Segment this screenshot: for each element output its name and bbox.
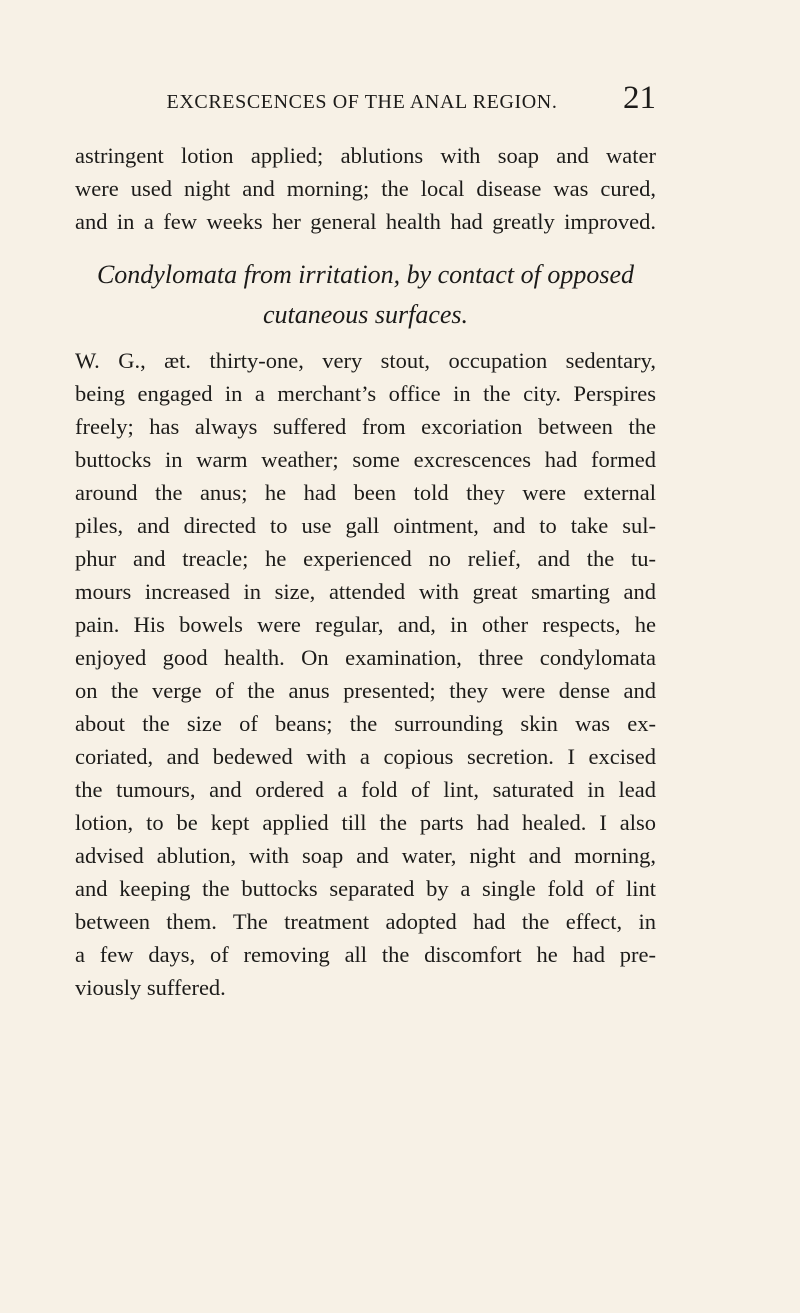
text-line: coriated, and bedewed with a copious secretion. I excised <box>75 744 656 769</box>
section-heading <box>75 255 656 335</box>
text-line: between them. The treatment adopted had the effect, in <box>75 909 656 934</box>
text-line: advised ablution, with soap and water, night and morning, <box>75 843 656 868</box>
text-line: and in a few weeks her general health had greatly improved. <box>75 209 656 234</box>
text-line: piles, and directed to use gall ointment, and to take sul- <box>75 513 656 538</box>
case-paragraph <box>75 344 656 1004</box>
heading-line: cutaneous surfaces. <box>262 300 469 329</box>
text-line: viously suffered. <box>75 975 226 1000</box>
running-head <box>68 80 656 124</box>
text-line: the tumours, and ordered a fold of lint, saturated in lead <box>75 777 656 802</box>
text-line: lotion, to be kept applied till the parts had healed. I also <box>75 810 656 835</box>
text-line: and keeping the buttocks separated by a single fold of lint <box>75 876 656 901</box>
text-line: on the verge of the anus presented; they were dense and <box>75 678 656 703</box>
text-line: freely; has always suffered from excoriation between the <box>75 414 656 439</box>
text-line: being engaged in a merchant’s office in the city. Perspires <box>75 381 656 406</box>
heading-line: Condylomata from irritation, by contact of opposed <box>96 260 635 289</box>
running-title: EXCRESCENCES OF THE ANAL REGION. <box>166 91 558 113</box>
text-line: were used night and morning; the local disease was cured, <box>75 176 656 201</box>
page-number: 21 <box>623 80 656 116</box>
text-line: about the size of beans; the surrounding skin was ex- <box>75 711 656 736</box>
paragraph-continued <box>75 139 656 238</box>
text-line: astringent lotion applied; ablutions with soap and water <box>75 143 656 168</box>
text-line: mours increased in size, attended with great smarting and <box>75 579 656 604</box>
text-line: enjoyed good health. On examination, three condylomata <box>75 645 656 670</box>
text-line: W. G., æt. thirty-one, very stout, occupation sedentary, <box>75 348 656 373</box>
text-line: a few days, of removing all the discomfort he had pre- <box>75 942 656 967</box>
text-line: phur and treacle; he experienced no relief, and the tu- <box>75 546 656 571</box>
text-line: around the anus; he had been told they were external <box>75 480 656 505</box>
text-line: pain. His bowels were regular, and, in other respects, he <box>75 612 656 637</box>
text-line: buttocks in warm weather; some excrescences had formed <box>75 447 656 472</box>
